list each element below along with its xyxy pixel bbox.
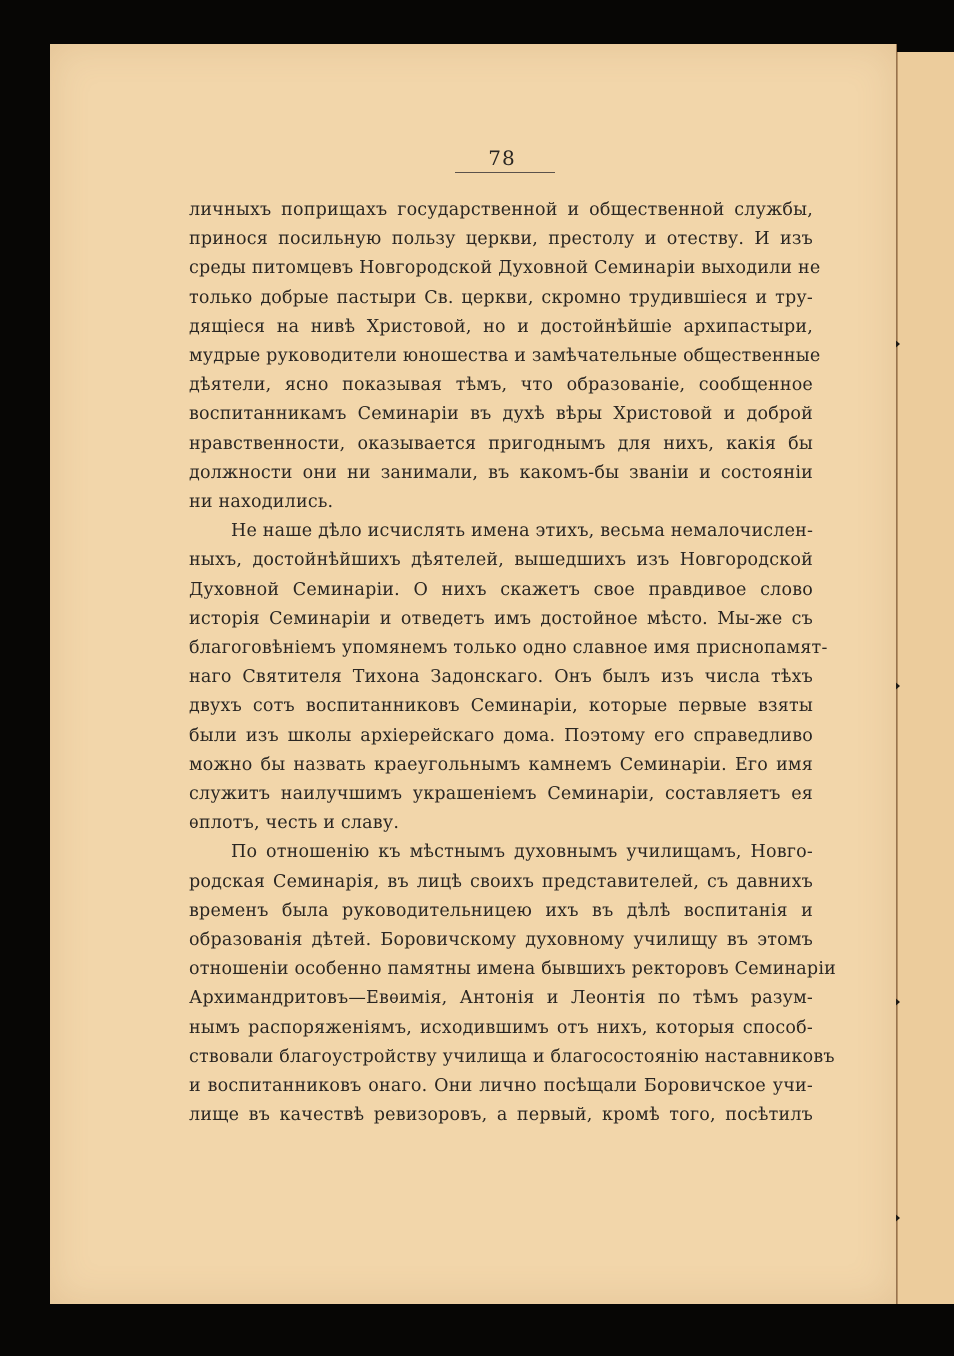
- text-line: нымъ распоряженіямъ, исходившимъ отъ нихъ, которыя способ-: [189, 1018, 813, 1038]
- text-line: Архимандритовъ—Евѳимія, Антонія и Леонтія по тѣмъ разум-: [189, 988, 813, 1008]
- text-line: ствовали благоустройству училища и благосостоянію наставниковъ: [189, 1047, 835, 1067]
- text-line: личныхъ поприщахъ государственной и общественной службы,: [189, 200, 813, 220]
- page-number-rule: [455, 172, 555, 173]
- text-line: образованія дѣтей. Боровичскому духовному училищу въ этомъ: [189, 930, 813, 950]
- text-line: только добрые пастыри Св. церкви, скромно трудившіеся и тру-: [189, 288, 813, 308]
- adjacent-page-edge: [896, 52, 954, 1304]
- text-line: Не наше дѣло исчислять имена этихъ, весьма немалочислен-: [231, 521, 814, 541]
- text-line: ныхъ, достойнѣйшихъ дѣятелей, вышедшихъ изъ Новгородской: [189, 550, 813, 570]
- text-line: принося посильную пользу церкви, престолу и отеству. И изъ: [189, 229, 813, 249]
- text-line: временъ была руководительницею ихъ въ дѣлѣ воспитанія и: [189, 901, 813, 921]
- text-line: ѳплотъ, честь и славу.: [189, 813, 400, 833]
- text-line: ни находились.: [189, 492, 334, 512]
- text-line: должности они ни занимали, въ какомъ-бы званіи и состояніи: [189, 463, 813, 483]
- text-line: двухъ сотъ воспитанниковъ Семинаріи, которые первые взяты: [189, 696, 813, 716]
- text-line: можно бы назвать краеугольнымъ камнемъ Семинаріи. Его имя: [189, 755, 813, 775]
- text-line: отношеніи особенно памятны имена бывшихъ ректоровъ Семинаріи: [189, 959, 836, 979]
- page-number: 78: [488, 146, 516, 170]
- text-line: дящіеся на нивѣ Христовой, но и достойнѣйшіе архипастыри,: [189, 317, 813, 337]
- text-line: среды питомцевъ Новгородской Духовной Семинаріи выходили не: [189, 258, 821, 278]
- text-line: дѣятели, ясно показывая тѣмъ, что образованіе, сообщенное: [189, 375, 813, 395]
- text-line: исторія Семинаріи и отведетъ имъ достойное мѣсто. Мы-же съ: [189, 609, 813, 629]
- text-line: воспитанникамъ Семинаріи въ духѣ вѣры Христовой и доброй: [189, 404, 813, 424]
- text-line: Духовной Семинаріи. О нихъ скажетъ свое правдивое слово: [189, 580, 813, 600]
- text-line: были изъ школы архіерейскаго дома. Поэтому его справедливо: [189, 726, 813, 746]
- text-line: лище въ качествѣ ревизоровъ, а первый, кромѣ того, посѣтилъ: [189, 1105, 813, 1125]
- text-line: служитъ наилучшимъ украшеніемъ Семинаріи, составляетъ ея: [189, 784, 813, 804]
- text-line: и воспитанниковъ онаго. Они лично посѣщали Боровичское учи-: [189, 1076, 813, 1096]
- text-line: родская Семинарія, въ лицѣ своихъ представителей, съ давнихъ: [189, 872, 813, 892]
- text-line: мудрые руководители юношества и замѣчательные общественные: [189, 346, 821, 366]
- text-line: По отношенію къ мѣстнымъ духовнымъ училищамъ, Новго-: [231, 842, 813, 862]
- text-line: наго Святителя Тихона Задонскаго. Онъ былъ изъ числа тѣхъ: [189, 667, 813, 687]
- text-line: благоговѣніемъ упомянемъ только одно славное имя приснопамят-: [189, 638, 828, 658]
- text-line: нравственности, оказывается пригоднымъ для нихъ, какія бы: [189, 434, 813, 454]
